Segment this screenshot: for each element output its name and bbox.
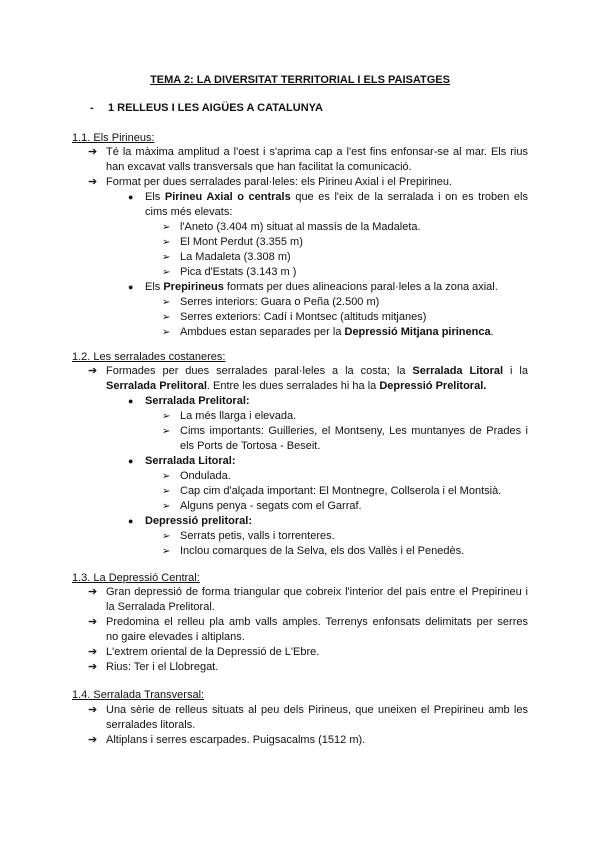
paragraph-line: Rius: Ter i el Llobregat. xyxy=(106,661,219,673)
arrow-icon: ➔ xyxy=(88,365,98,377)
paragraph-line: Predomina el relleu pla amb valls amples. Terrenys enfonsats delimitats per serres xyxy=(106,616,528,628)
list-item: Serres exteriors: Cadí i Montsec (altituds mitjanes) xyxy=(180,311,427,323)
document-title: TEMA 2: LA DIVERSITAT TERRITORIAL I ELS PAISATGES xyxy=(150,74,450,86)
list-item: La Madaleta (3.308 m) xyxy=(180,251,291,263)
paragraph-line: no gaire elevades i altiplans. xyxy=(106,631,245,643)
list-item: Ambdues estan separades per la Depressió Mitjana pirinenca. xyxy=(180,326,494,338)
bullet-icon: ● xyxy=(128,396,134,406)
subsection-title: Serralada Prelitoral: xyxy=(145,395,250,407)
bullet-icon: ● xyxy=(128,516,134,526)
list-item: Pica d'Estats (3.143 m ) xyxy=(180,266,297,278)
section-title-serralada-transversal: 1.4. Serralada Transversal: xyxy=(72,689,205,701)
paragraph-line: Una sèrie de relleus situats al peu dels Pirineus, que uneixen el Prepirineu amb les xyxy=(106,704,528,716)
chevron-icon: ➢ xyxy=(162,501,171,512)
bold-term: Serralada Prelitoral xyxy=(106,380,207,392)
chevron-icon: ➢ xyxy=(162,312,171,323)
section-title-serralades: 1.2. Les serralades costaneres: xyxy=(72,351,226,363)
bullet-icon: ● xyxy=(128,456,134,466)
chevron-icon: ➢ xyxy=(162,426,171,437)
arrow-icon: ➔ xyxy=(88,704,98,716)
main-heading xyxy=(90,101,323,116)
bullet-icon: ● xyxy=(128,282,134,292)
paragraph-line: Serralada Prelitoral. Entre les dues serralades hi ha la Depressió Prelitoral. xyxy=(106,380,487,392)
paragraph-line: cims més elevats: xyxy=(145,206,233,218)
paragraph-line: han excavat valls transversals que han facilitat la comunicació. xyxy=(106,161,412,173)
arrow-icon: ➔ xyxy=(88,176,98,188)
section-title-depressio-central: 1.3. La Depressió Central: xyxy=(72,572,200,584)
bold-term: Depressió Mitjana pirinenca xyxy=(344,326,491,338)
chevron-icon: ➢ xyxy=(162,252,171,263)
chevron-icon: ➢ xyxy=(162,471,171,482)
arrow-icon: ➔ xyxy=(88,616,98,628)
chevron-icon: ➢ xyxy=(162,222,171,233)
bold-term: Pirineu Axial o centrals xyxy=(164,191,291,203)
bold-term: Serralada Litoral xyxy=(412,365,504,377)
heading-text: 1 RELLEUS I LES AIGÜES A CATALUNYA xyxy=(108,102,323,114)
arrow-icon: ➔ xyxy=(88,661,98,673)
list-item: Alguns penya - segats com el Garraf. xyxy=(180,500,362,512)
paragraph-line: Format per dues serralades paral·leles: els Pirineu Axial i el Prepirineu. xyxy=(106,176,453,188)
list-item: El Mont Perdut (3.355 m) xyxy=(180,236,303,248)
list-item: Inclou comarques de la Selva, els dos Vallès i el Penedès. xyxy=(180,545,465,557)
chevron-icon: ➢ xyxy=(162,546,171,557)
list-item: Serres interiors: Guara o Peña (2.500 m) xyxy=(180,296,380,308)
list-item: l'Aneto (3.404 m) situat al massís de la Madaleta. xyxy=(180,221,421,233)
arrow-icon: ➔ xyxy=(88,586,98,598)
paragraph-line: Té la màxima amplitud a l'oest i s'aprima cap a l'est fins enfonsar-se al mar. Els rius xyxy=(106,146,528,158)
chevron-icon: ➢ xyxy=(162,237,171,248)
bold-term: Prepirineus xyxy=(163,281,224,293)
chevron-icon: ➢ xyxy=(162,297,171,308)
paragraph-line: Formades per dues serralades paral·leles a la costa; la Serralada Litoral i la xyxy=(106,365,528,377)
paragraph-line: serralades litorals. xyxy=(106,719,196,731)
list-item: Cap cim d'alçada important: El Montnegre, Collserola i el Montsià. xyxy=(180,485,502,497)
arrow-icon: ➔ xyxy=(88,146,98,158)
list-item: Cims importants: Guilleries, el Montseny, Les muntanyes de Prades i xyxy=(180,425,528,437)
list-item: Serrats petis, valls i torrenteres. xyxy=(180,530,335,542)
section-title-pirineus: 1.1. Els Pirineus: xyxy=(72,132,155,144)
subsection-title: Serralada Litoral: xyxy=(145,455,236,467)
arrow-icon: ➔ xyxy=(88,646,98,658)
paragraph-line: la Serralada Prelitoral. xyxy=(106,601,215,613)
paragraph-line: Els Prepirineus formats per dues alineacions paral·leles a la zona axial. xyxy=(145,281,498,293)
chevron-icon: ➢ xyxy=(162,531,171,542)
subsection-title: Depressió prelitoral: xyxy=(145,515,252,527)
chevron-icon: ➢ xyxy=(162,411,171,422)
chevron-icon: ➢ xyxy=(162,327,171,338)
list-item: els Ports de Tortosa - Beseit. xyxy=(180,440,321,452)
paragraph-line: Gran depressió de forma triangular que cobreix l'interior del país entre el Prepirineu i xyxy=(106,586,528,598)
arrow-icon: ➔ xyxy=(88,734,98,746)
bullet-icon: ● xyxy=(128,192,134,202)
paragraph-line: L'extrem oriental de la Depressió de L'Ebre. xyxy=(106,646,320,658)
chevron-icon: ➢ xyxy=(162,486,171,497)
paragraph-line: Els Pirineu Axial o centrals que es l'eix de la serralada i on es troben els xyxy=(145,191,528,203)
list-item: Ondulada. xyxy=(180,470,231,482)
list-item: La més llarga i elevada. xyxy=(180,410,297,422)
chevron-icon: ➢ xyxy=(162,267,171,278)
heading-dash: - xyxy=(90,102,94,114)
paragraph-line: Altiplans i serres escarpades. Puigsacalms (1512 m). xyxy=(106,734,366,746)
bold-term: Depressió Prelitoral. xyxy=(379,380,487,392)
